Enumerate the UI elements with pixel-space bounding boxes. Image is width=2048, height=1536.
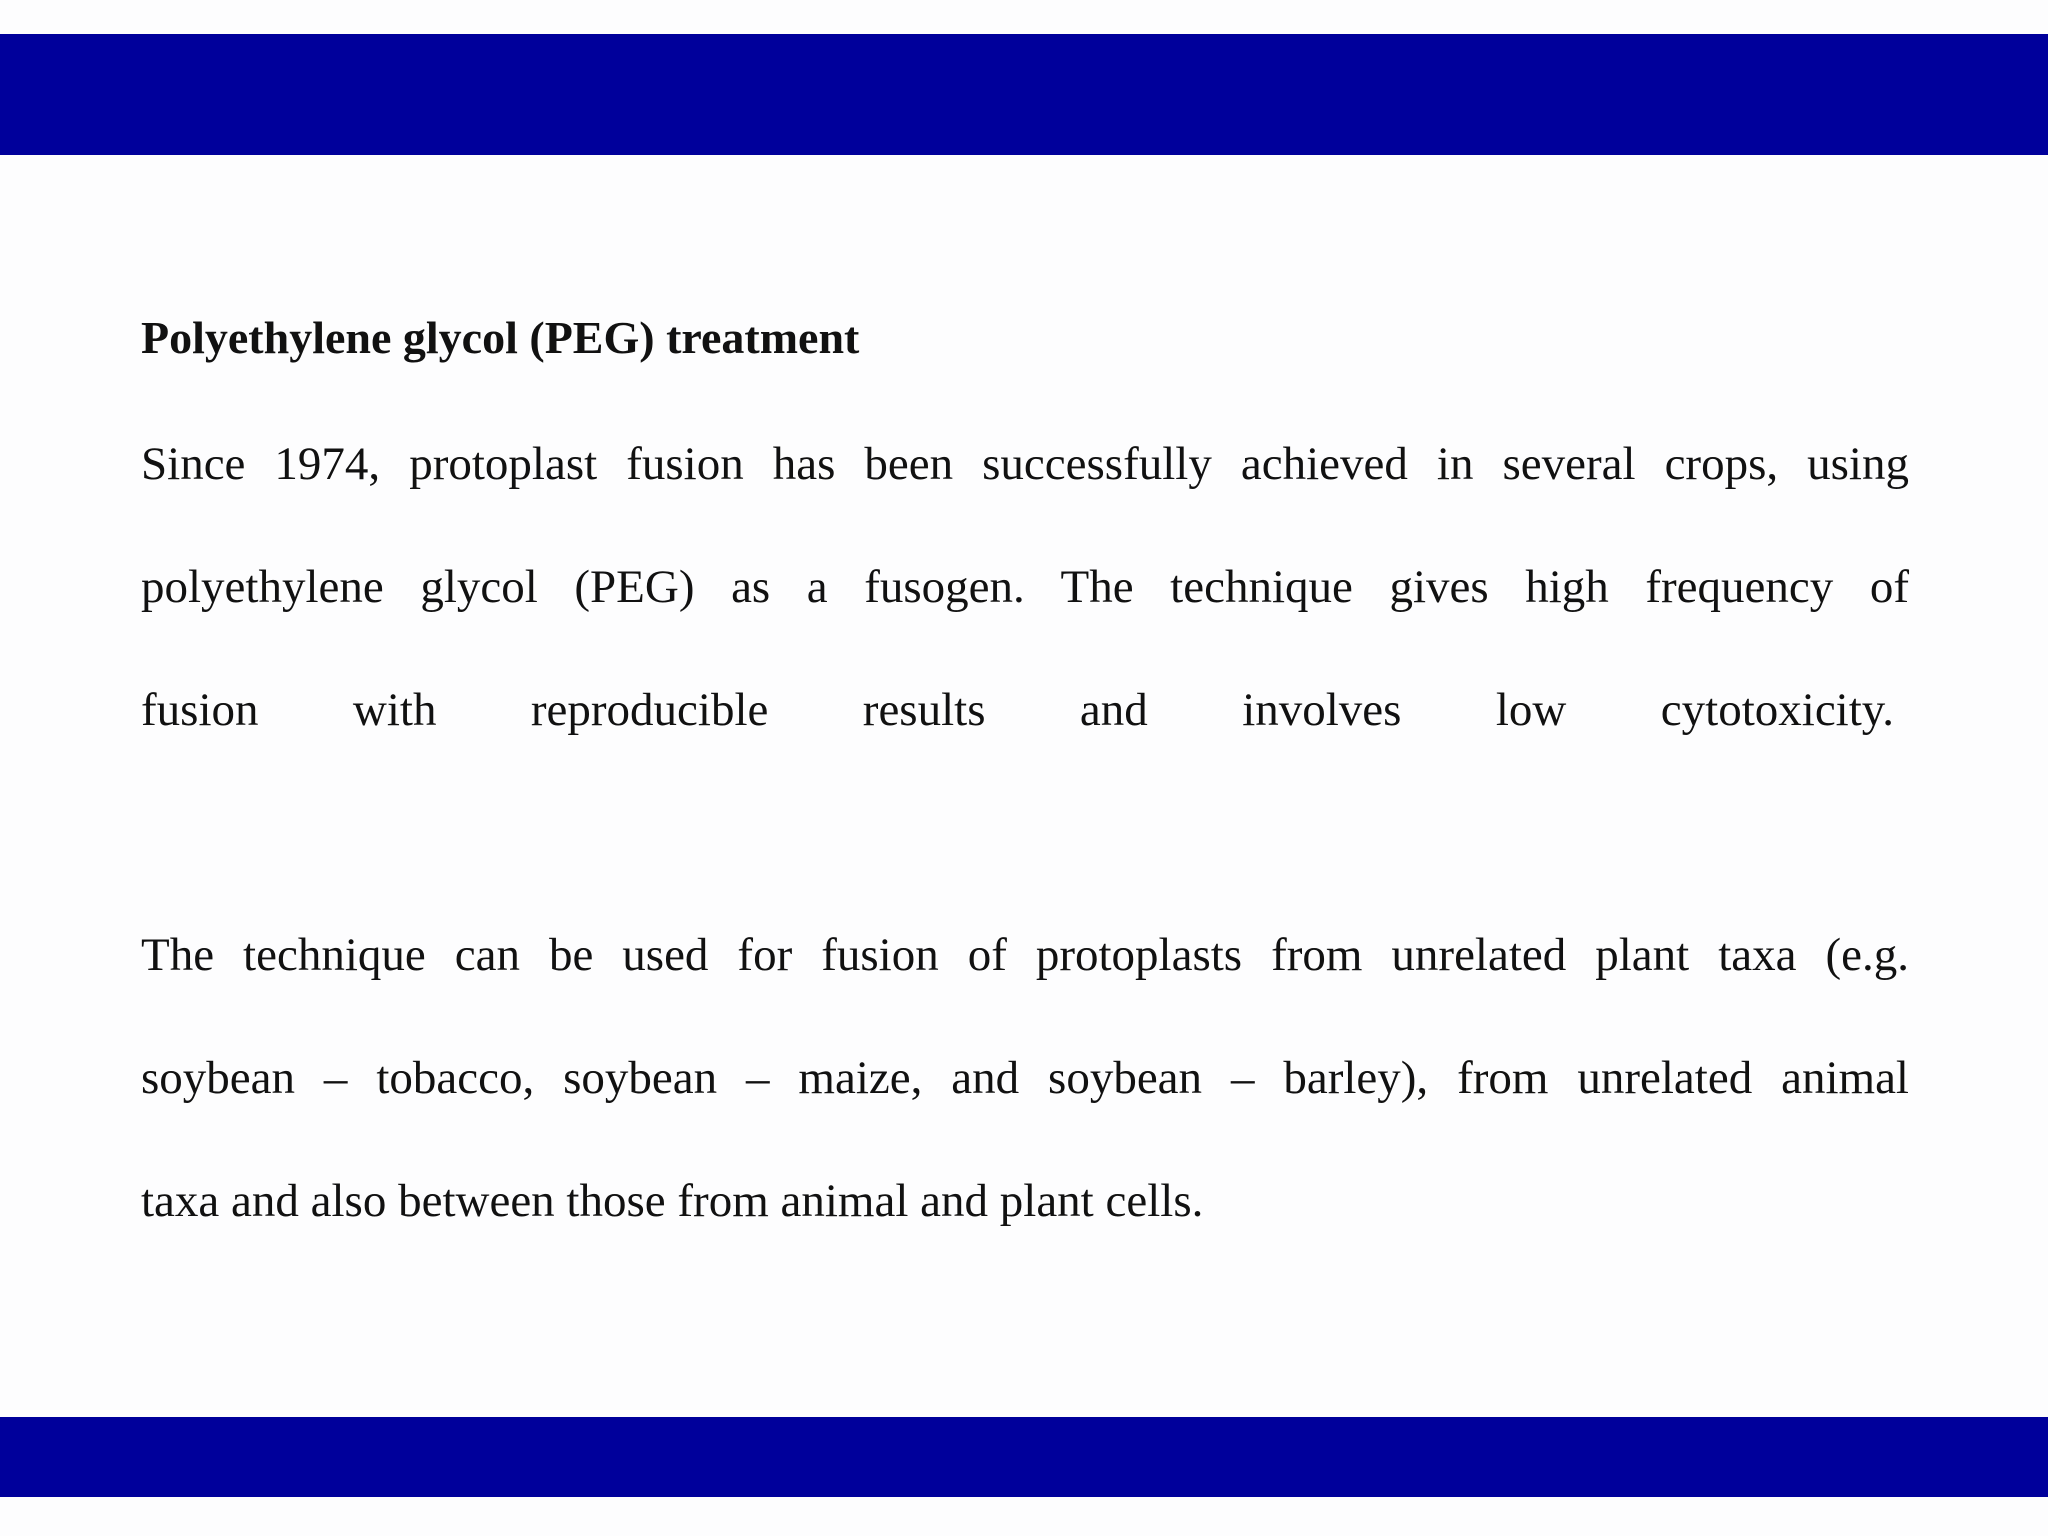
slide-content (141, 310, 1909, 1263)
slide-heading: Polyethylene glycol (PEG) treatment (141, 312, 860, 363)
paragraph-2 (141, 894, 1909, 1263)
top-banner-bar (0, 34, 2048, 155)
paragraph-2-line-3: taxa and also between those from animal and plant cells. (141, 1175, 1204, 1227)
paragraph-1-line-2: polyethylene glycol (PEG) as a fusogen. The technique gives high frequency of (141, 561, 1909, 613)
paragraph-2-line-1: The technique can be used for fusion of protoplasts from unrelated plant taxa (e.g. (141, 929, 1909, 981)
paragraph-2-line-2: soybean – tobacco, soybean – maize, and soybean – barley), from unrelated animal (141, 1052, 1909, 1104)
bottom-banner-bar (0, 1417, 2048, 1497)
paragraph-1 (141, 403, 1909, 772)
paragraph-1-line-1: Since 1974, protoplast fusion has been successfully achieved in several crops, using (141, 438, 1909, 490)
paragraph-1-line-3: fusion with reproducible results and involves low cytotoxicity. (141, 684, 1894, 736)
